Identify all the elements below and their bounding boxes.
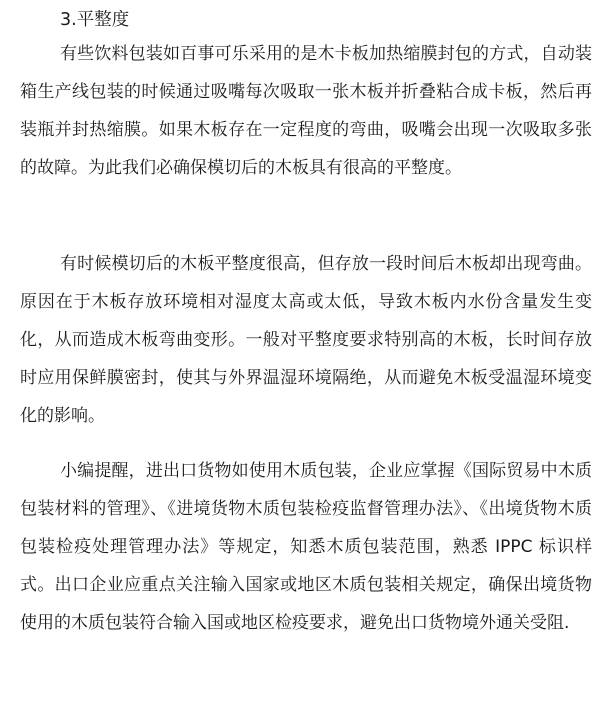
paragraph-flatness-intro: 有些饮料包装如百事可乐采用的是木卡板加热缩膜封包的方式，自动装箱生产线包装的时候通过吸嘴每次吸取一张木板并折叠粘合成卡板，然后再装瓶并封热缩膜。如果木板存在一定程度的弯曲，吸嘴会出现一次吸取多张的故障。为此我们必确保模切后的木板具有很高的平整度。 [20,44,592,178]
paragraph-storage-warping: 有时候模切后的木板平整度很高，但存放一段时间后木板却出现弯曲。原因在于木板存放环境相对湿度太高或太低，导致木板内水份含量发生变化，从而造成木板弯曲变形。一般对平整度要求特别高的木板，长时间存放时应用保鲜膜密封，使其与外界温湿环境隔绝，从而避免木板受温湿环境变化的影响。 [20,254,592,426]
section-heading: 3.平整度 [60,10,130,30]
paragraph-editor-reminder: 小编提醒，进出口货物如使用木质包装，企业应掌握《国际贸易中木质包装材料的管理》、《进境货物木质包装检疫监督管理办法》、《出境货物木质包装检疫处理管理办法》等规定，知悉木质包装范围，熟悉 IPPC 标识样式。出口企业应重点关注输入国家或地区木质包装相关规定，确保出境货物使用的木质包装符合输入国或地区检疫要求，避免出口货物境外通关受阻. [20,461,592,633]
